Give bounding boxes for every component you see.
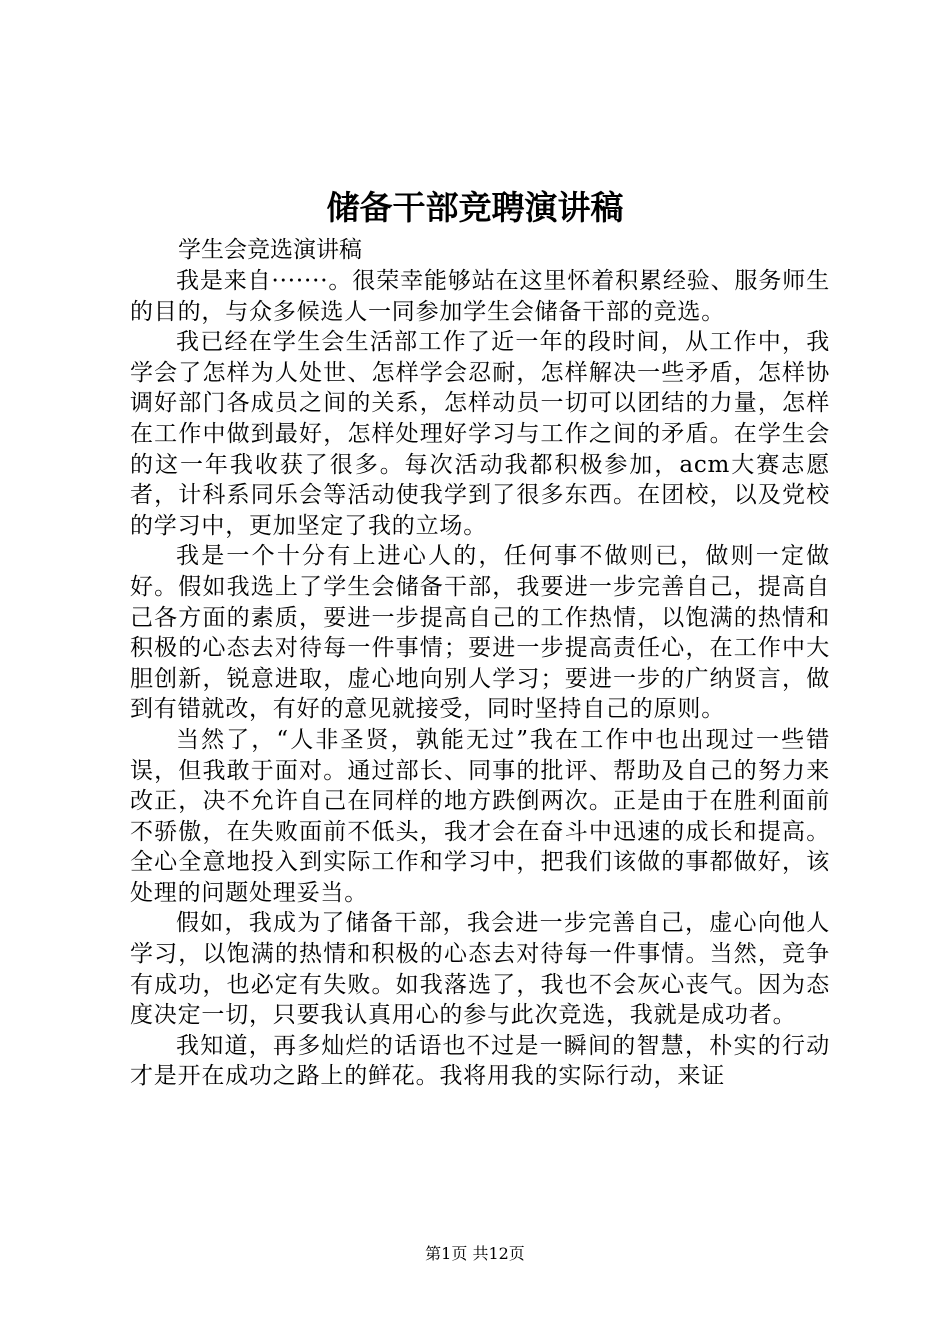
paragraph-4: 当然了，“人非圣贤，孰能无过”我在工作中也出现过一些错误，但我敢于面对。通过部长、同事的批评、帮助及自己的努力来改正，决不允许自己在同样的地方跌倒两次。正是由于在胜利面前不骄傲，在失败面前不低头，我才会在奋斗中迅速的成长和提高。全心全意地投入到实际工作和学习中，把我们该做的事都做好，该处理的问题处理妥当。 (130, 726, 830, 906)
paragraph-1: 我是来自·······。很荣幸能够站在这里怀着积累经验、服务师生的目的，与众多候选人一同参加学生会储备干部的竞选。 (130, 268, 830, 325)
paragraph-3: 我是一个十分有上进心人的，任何事不做则已，做则一定做好。假如我选上了学生会储备干部，我要进一步完善自己，提高自己各方面的素质，要进一步提高自己的工作热情，以饱满的热情和积极的心态去对待每一件事情；要进一步提高责任心，在工作中大胆创新，锐意进取，虚心地向别人学习；要进一步的广纳贤言，做到有错就改，有好的意见就接受，同时坚持自己的原则。 (130, 543, 830, 723)
paragraph-5: 假如，我成为了储备干部，我会进一步完善自己，虚心向他人学习，以饱满的热情和积极的心态去对待每一件事情。当然，竞争有成功，也必定有失败。如我落选了，我也不会灰心丧气。因为态度决定一切，只要我认真用心的参与此次竞选，我就是成功者。 (130, 910, 830, 1029)
paragraph-6: 我知道，再多灿烂的话语也不过是一瞬间的智慧，朴实的行动才是开在成功之路上的鲜花。我将用我的实际行动，来证 (130, 1032, 830, 1090)
paragraph-2: 我已经在学生会生活部工作了近一年的段时间，从工作中，我学会了怎样为人处世、怎样学会忍耐，怎样解决一些矛盾，怎样协调好部门各成员之间的关系，怎样动员一切可以团结的力量，怎样在工作中做到最好，怎样处理好学习与工作之间的矛盾。在学生会的这一年我收获了很多。每次活动我都积极参加，acm大赛志愿者，计科系同乐会等活动使我学到了很多东西。在团校，以及党校的学习中，更加坚定了我的立场。 (130, 329, 830, 539)
page-number-footer: 第1页 共12页 (425, 1244, 525, 1263)
document-title: 储备干部竞聘演讲稿 (326, 188, 624, 227)
document-subtitle: 学生会竞选演讲稿 (178, 237, 362, 263)
document-body (130, 235, 830, 1092)
